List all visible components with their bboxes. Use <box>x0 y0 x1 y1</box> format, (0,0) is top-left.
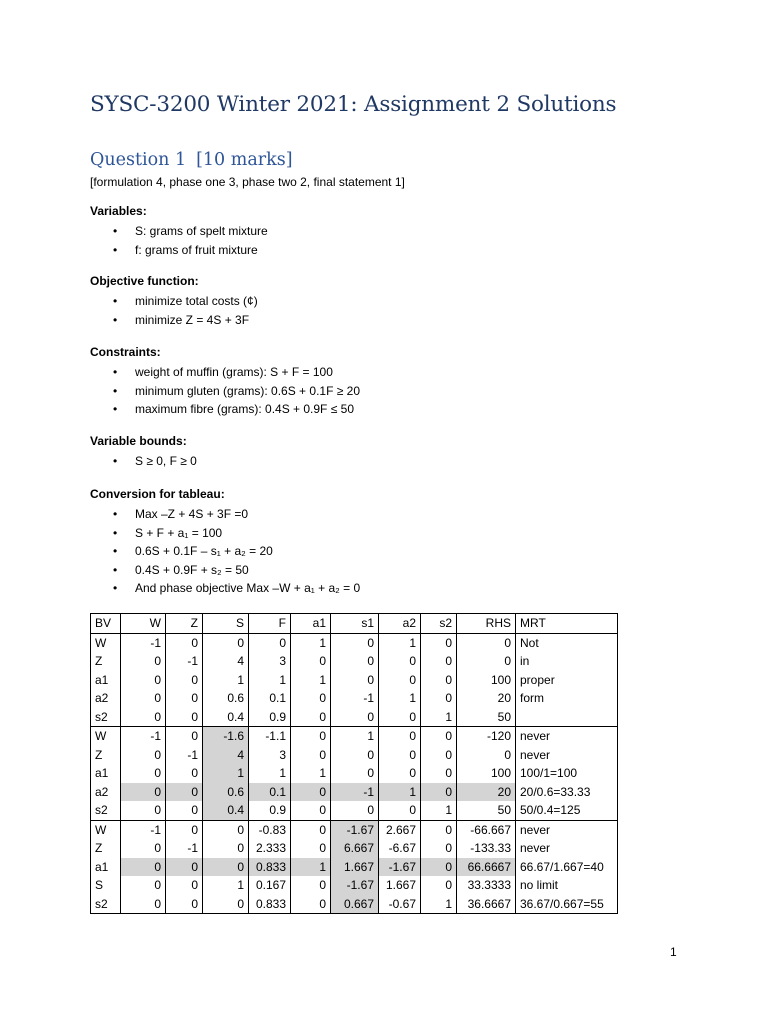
table-cell: 0 <box>379 671 421 690</box>
table-cell: S <box>91 876 121 895</box>
question-heading <box>90 150 293 170</box>
column-header: a1 <box>291 614 331 634</box>
table-cell: -0.83 <box>249 820 291 839</box>
column-header: s1 <box>331 614 379 634</box>
bounds-list <box>90 452 197 471</box>
table-cell: 0 <box>121 652 166 671</box>
question-marks: [10 marks] <box>196 150 293 170</box>
list-item: • 0.4S + 0.9F + s₂ = 50 <box>90 561 360 580</box>
table-cell: 36.6667 <box>457 895 516 914</box>
table-cell: 1 <box>249 764 291 783</box>
table-cell: 0 <box>121 801 166 820</box>
table-row <box>91 727 618 746</box>
table-cell: 2.333 <box>249 839 291 858</box>
table-cell: 0 <box>166 689 203 708</box>
table-cell: 0 <box>331 633 379 652</box>
table-cell: 0 <box>379 727 421 746</box>
list-item: • weight of muffin (grams): S + F = 100 <box>90 363 360 382</box>
column-header: BV <box>91 614 121 634</box>
table-cell: -0.67 <box>379 895 421 914</box>
constraints-list <box>90 363 360 419</box>
table-cell: 1 <box>291 858 331 877</box>
table-cell: 0 <box>291 895 331 914</box>
table-cell: -1 <box>121 820 166 839</box>
column-header: s2 <box>421 614 457 634</box>
column-header: W <box>121 614 166 634</box>
table-cell: 0 <box>203 858 249 877</box>
table-cell: 2.667 <box>379 820 421 839</box>
table-cell: 0.1 <box>249 689 291 708</box>
column-header: Z <box>166 614 203 634</box>
table-cell: 0 <box>331 746 379 765</box>
simplex-tableau <box>90 613 618 914</box>
table-cell: 0 <box>379 801 421 820</box>
table-cell: a2 <box>91 689 121 708</box>
table-cell: Z <box>91 746 121 765</box>
document-title: SYSC-3200 Winter 2021: Assignment 2 Solutions <box>90 92 617 117</box>
table-cell: 33.3333 <box>457 876 516 895</box>
table-cell: 0 <box>457 633 516 652</box>
constraints-section <box>90 344 360 419</box>
table-cell: 0 <box>421 858 457 877</box>
table-cell: 0 <box>331 764 379 783</box>
table-row <box>91 783 618 802</box>
table-cell: 0 <box>421 652 457 671</box>
table-cell: 0 <box>166 895 203 914</box>
table-cell: 0 <box>166 801 203 820</box>
table-cell: 0 <box>121 895 166 914</box>
table-cell: in <box>516 652 618 671</box>
table-cell: 1 <box>379 689 421 708</box>
table-cell: never <box>516 820 618 839</box>
table-cell: 1 <box>249 671 291 690</box>
table-cell: 1 <box>421 895 457 914</box>
table-cell: 0 <box>166 820 203 839</box>
table-cell: s2 <box>91 801 121 820</box>
table-cell: -120 <box>457 727 516 746</box>
table-cell: 4 <box>203 652 249 671</box>
list-item: • minimum gluten (grams): 0.6S + 0.1F ≥ 20 <box>90 382 360 401</box>
table-row <box>91 671 618 690</box>
table-cell: 100 <box>457 764 516 783</box>
table-cell: 66.67/1.667=40 <box>516 858 618 877</box>
table-cell: 0 <box>121 671 166 690</box>
table-cell: never <box>516 727 618 746</box>
table-cell: 1 <box>331 727 379 746</box>
table-cell: 0 <box>291 727 331 746</box>
table-row <box>91 876 618 895</box>
table-cell: 0 <box>331 652 379 671</box>
table-cell: 0.167 <box>249 876 291 895</box>
table-cell: 0 <box>166 764 203 783</box>
objective-section <box>90 273 258 329</box>
table-cell: 0 <box>331 801 379 820</box>
table-row <box>91 708 618 727</box>
table-cell: 0 <box>421 689 457 708</box>
table-cell: 0.1 <box>249 783 291 802</box>
table-cell: 0 <box>379 652 421 671</box>
table-cell: 0 <box>166 708 203 727</box>
list-item: • maximum fibre (grams): 0.4S + 0.9F ≤ 50 <box>90 400 360 419</box>
table-cell: W <box>91 633 121 652</box>
table-cell: -66.667 <box>457 820 516 839</box>
table-cell: 66.6667 <box>457 858 516 877</box>
table-cell: W <box>91 820 121 839</box>
table-cell: -1.67 <box>379 858 421 877</box>
table-cell <box>516 708 618 727</box>
table-cell: 0 <box>421 727 457 746</box>
constraints-heading: Constraints: <box>90 345 161 359</box>
table-cell: 0.833 <box>249 858 291 877</box>
table-row <box>91 746 618 765</box>
table-cell: -1.67 <box>331 820 379 839</box>
table-cell: 100/1=100 <box>516 764 618 783</box>
table-cell: 1 <box>203 764 249 783</box>
table-cell: 0.833 <box>249 895 291 914</box>
table-cell: Z <box>91 652 121 671</box>
table-cell: 36.67/0.667=55 <box>516 895 618 914</box>
table-cell: 0 <box>203 820 249 839</box>
table-cell: 0 <box>291 708 331 727</box>
table-cell: Not <box>516 633 618 652</box>
table-cell: 1 <box>421 801 457 820</box>
marking-note: [formulation 4, phase one 3, phase two 2, final statement 1] <box>90 175 405 189</box>
table-cell: form <box>516 689 618 708</box>
table-cell: 50 <box>457 708 516 727</box>
table-cell: a1 <box>91 671 121 690</box>
table-cell: 0 <box>166 876 203 895</box>
table-cell: Z <box>91 839 121 858</box>
table-row <box>91 820 618 839</box>
table-cell: 0.9 <box>249 801 291 820</box>
table-cell: 0 <box>166 783 203 802</box>
table-cell: -1 <box>166 839 203 858</box>
table-cell: 0 <box>291 652 331 671</box>
table-cell: 1 <box>203 671 249 690</box>
page-number: 1 <box>670 945 677 959</box>
table-cell: 6.667 <box>331 839 379 858</box>
bounds-heading: Variable bounds: <box>90 434 187 448</box>
table-cell: 1.667 <box>379 876 421 895</box>
table-cell: 1 <box>291 671 331 690</box>
table-cell: s2 <box>91 708 121 727</box>
table-cell: 0 <box>121 876 166 895</box>
list-item: • 0.6S + 0.1F – s₁ + a₂ = 20 <box>90 542 360 561</box>
table-cell: 1 <box>421 708 457 727</box>
table-cell: 0 <box>379 764 421 783</box>
table-cell: 100 <box>457 671 516 690</box>
table-row <box>91 858 618 877</box>
list-item: • S + F + a₁ = 100 <box>90 524 360 543</box>
table-cell: 50/0.4=125 <box>516 801 618 820</box>
list-item: • S: grams of spelt mixture <box>90 222 268 241</box>
table-cell: 0.4 <box>203 801 249 820</box>
objective-list <box>90 292 258 329</box>
table-cell: -1 <box>331 783 379 802</box>
variables-section <box>90 203 268 259</box>
table-cell: 0 <box>166 858 203 877</box>
tableau-header-row <box>91 614 618 634</box>
variables-heading: Variables: <box>90 204 147 218</box>
list-item: • Max –Z + 4S + 3F =0 <box>90 505 360 524</box>
table-cell: -1 <box>121 633 166 652</box>
table-cell: 0 <box>121 689 166 708</box>
table-cell: 0 <box>121 783 166 802</box>
list-item: • S ≥ 0, F ≥ 0 <box>90 452 197 471</box>
table-cell: 0 <box>379 708 421 727</box>
table-cell: -133.33 <box>457 839 516 858</box>
table-cell: 0 <box>421 633 457 652</box>
table-cell: 0 <box>421 746 457 765</box>
table-cell: 0 <box>166 727 203 746</box>
table-row <box>91 801 618 820</box>
table-row <box>91 764 618 783</box>
table-cell: 0 <box>457 746 516 765</box>
table-cell: 0 <box>203 895 249 914</box>
table-cell: -1 <box>121 727 166 746</box>
table-cell: 0 <box>121 746 166 765</box>
tableau-body <box>91 633 618 914</box>
table-row <box>91 839 618 858</box>
table-cell: 0 <box>291 783 331 802</box>
column-header: RHS <box>457 614 516 634</box>
table-cell: 0 <box>203 839 249 858</box>
variables-list <box>90 222 268 259</box>
table-cell: 0 <box>331 708 379 727</box>
list-item: • minimize Z = 4S + 3F <box>90 311 258 330</box>
table-cell: 20/0.6=33.33 <box>516 783 618 802</box>
table-cell: 0 <box>457 652 516 671</box>
table-cell: 3 <box>249 652 291 671</box>
table-cell: 0.9 <box>249 708 291 727</box>
table-cell: 0 <box>291 801 331 820</box>
table-cell: 0 <box>121 839 166 858</box>
bounds-section <box>90 433 197 471</box>
table-cell: 0 <box>166 633 203 652</box>
table-cell: a1 <box>91 858 121 877</box>
table-cell: -1.67 <box>331 876 379 895</box>
table-cell: 0 <box>421 671 457 690</box>
conversion-section <box>90 486 360 598</box>
table-cell: 0 <box>421 876 457 895</box>
table-cell: 0 <box>291 746 331 765</box>
question-label: Question 1 <box>90 150 187 170</box>
table-cell: 20 <box>457 689 516 708</box>
table-cell: 0 <box>121 764 166 783</box>
table-row <box>91 652 618 671</box>
table-cell: 0 <box>379 746 421 765</box>
table-cell: -1.1 <box>249 727 291 746</box>
table-cell: 1 <box>291 764 331 783</box>
table-cell: never <box>516 839 618 858</box>
table-cell: 4 <box>203 746 249 765</box>
table-cell: 0 <box>249 633 291 652</box>
table-cell: 0 <box>421 820 457 839</box>
table-cell: 1 <box>203 876 249 895</box>
table-cell: 1 <box>379 633 421 652</box>
table-cell: 50 <box>457 801 516 820</box>
table-cell: 0 <box>421 839 457 858</box>
objective-heading: Objective function: <box>90 274 199 288</box>
column-header: a2 <box>379 614 421 634</box>
table-cell: 0.667 <box>331 895 379 914</box>
column-header: F <box>249 614 291 634</box>
table-cell: 0.6 <box>203 689 249 708</box>
table-cell: -1 <box>166 652 203 671</box>
table-cell: 0 <box>291 689 331 708</box>
table-cell: 3 <box>249 746 291 765</box>
table-cell: 0 <box>121 858 166 877</box>
list-item: • f: grams of fruit mixture <box>90 241 268 260</box>
table-cell: s2 <box>91 895 121 914</box>
table-cell: 0 <box>331 671 379 690</box>
table-cell: 0 <box>291 820 331 839</box>
table-cell: -6.67 <box>379 839 421 858</box>
conversion-heading: Conversion for tableau: <box>90 487 225 501</box>
table-cell: 0 <box>291 839 331 858</box>
table-cell: -1.6 <box>203 727 249 746</box>
table-cell: 0 <box>421 764 457 783</box>
table-cell: no limit <box>516 876 618 895</box>
table-cell: 0 <box>291 876 331 895</box>
table-row <box>91 633 618 652</box>
table-row <box>91 689 618 708</box>
table-cell: 1 <box>379 783 421 802</box>
column-header: S <box>203 614 249 634</box>
table-cell: a1 <box>91 764 121 783</box>
table-cell: 0.4 <box>203 708 249 727</box>
table-cell: 0 <box>421 783 457 802</box>
table-row <box>91 895 618 914</box>
table-cell: W <box>91 727 121 746</box>
table-cell: -1 <box>331 689 379 708</box>
table-cell: -1 <box>166 746 203 765</box>
list-item: • And phase objective Max –W + a₁ + a₂ = 0 <box>90 579 360 598</box>
table-cell: 20 <box>457 783 516 802</box>
table-cell: 0 <box>166 671 203 690</box>
list-item: • minimize total costs (¢) <box>90 292 258 311</box>
table-cell: 1.667 <box>331 858 379 877</box>
table-cell: 1 <box>291 633 331 652</box>
table-cell: proper <box>516 671 618 690</box>
table-cell: 0 <box>203 633 249 652</box>
table-cell: never <box>516 746 618 765</box>
table-cell: 0 <box>121 708 166 727</box>
column-header: MRT <box>516 614 618 634</box>
table-cell: 0.6 <box>203 783 249 802</box>
table-cell: a2 <box>91 783 121 802</box>
conversion-list <box>90 505 360 598</box>
